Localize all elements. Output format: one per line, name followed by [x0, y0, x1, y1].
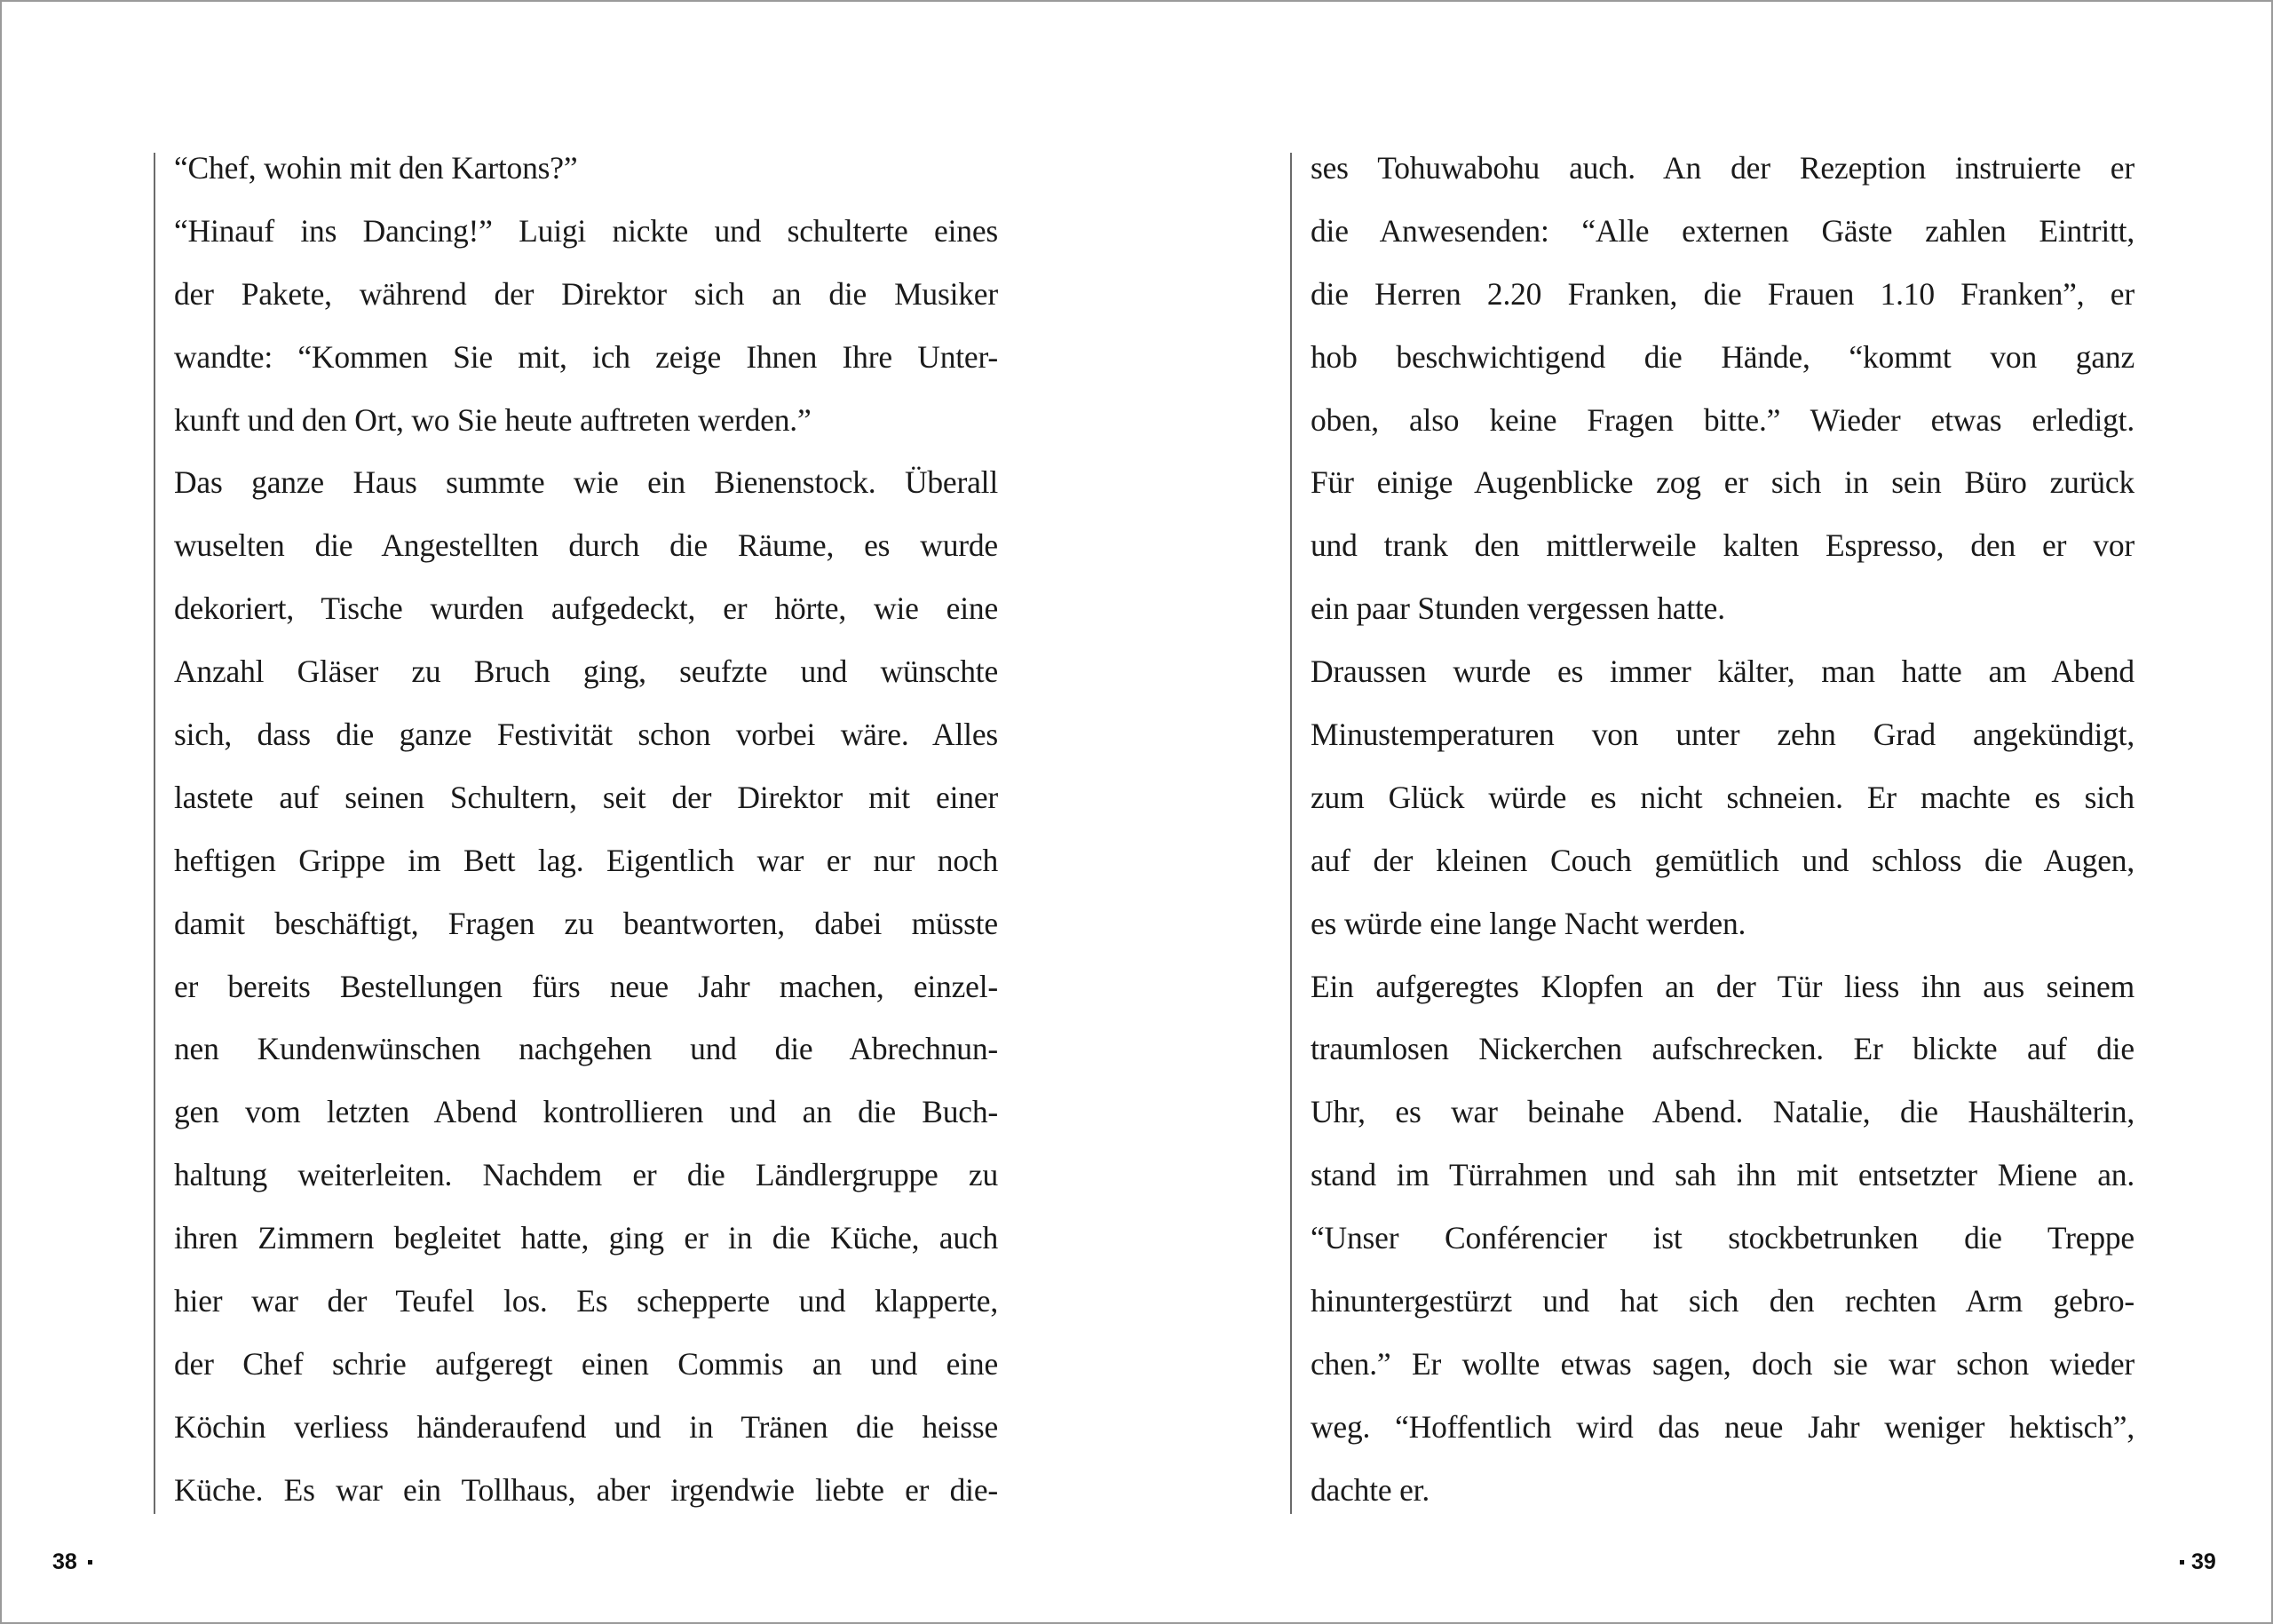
- text-line: Köchin verliess händeraufend und in Tränen die heisse: [174, 1408, 998, 1445]
- text-line: gen vom letzten Abend kontrollieren und an die Buch-: [174, 1094, 998, 1130]
- text-line: “Chef, wohin mit den Kartons?”: [174, 150, 578, 186]
- text-line: Für einige Augenblicke zog er sich in sein Büro zurück: [1311, 464, 2134, 501]
- text-line: oben, also keine Fragen bitte.” Wieder etwas erledigt.: [1311, 401, 2134, 438]
- text-line: Draussen wurde es immer kälter, man hatte am Abend: [1311, 654, 2134, 690]
- text-line: wandte: “Kommen Sie mit, ich zeige Ihnen Ihre Unter-: [174, 338, 998, 375]
- text-line: die Anwesenden: “Alle externen Gäste zahlen Eintritt,: [1311, 212, 2134, 249]
- left-column-rule: [154, 153, 155, 1514]
- text-line: traumlosen Nickerchen aufschrecken. Er blickte auf die: [1311, 1031, 2134, 1067]
- folio-dot-icon: [2180, 1560, 2184, 1565]
- text-line: ein paar Stunden vergessen hatte.: [1311, 590, 1725, 627]
- text-line: der Chef schrie aufgeregt einen Commis an und eine: [174, 1345, 998, 1382]
- text-line: Küche. Es war ein Tollhaus, aber irgendwie liebte er die-: [174, 1471, 998, 1508]
- page-number-text: 38: [52, 1549, 77, 1574]
- text-line: haltung weiterleiten. Nachdem er die Ländlergruppe zu: [174, 1157, 998, 1193]
- text-line: “Unser Conférencier ist stockbetrunken die Treppe: [1311, 1220, 2134, 1256]
- text-line: weg. “Hoffentlich wird das neue Jahr weniger hektisch”,: [1311, 1408, 2134, 1445]
- text-line: chen.” Er wollte etwas sagen, doch sie war schon wieder: [1311, 1345, 2134, 1382]
- text-line: Minustemperaturen von unter zehn Grad angekündigt,: [1311, 717, 2134, 753]
- text-line: wuselten die Angestellten durch die Räume, es wurde: [174, 527, 998, 564]
- text-line: dekoriert, Tische wurden aufgedeckt, er hörte, wie eine: [174, 590, 998, 627]
- text-line: lastete auf seinen Schultern, seit der Direktor mit einer: [174, 779, 998, 815]
- text-line: Das ganze Haus summte wie ein Bienenstock. Überall: [174, 464, 998, 501]
- text-line: kunft und den Ort, wo Sie heute auftreten werden.”: [174, 401, 812, 438]
- text-line: dachte er.: [1311, 1471, 1430, 1508]
- right-column-rule: [1290, 153, 1292, 1514]
- text-line: hinuntergestürzt und hat sich den rechten Arm gebro-: [1311, 1283, 2134, 1319]
- text-line: die Herren 2.20 Franken, die Frauen 1.10 Franken”, er: [1311, 275, 2134, 312]
- text-line: Ein aufgeregtes Klopfen an der Tür liess ihn aus seinem: [1311, 968, 2134, 1004]
- text-line: es würde eine lange Nacht werden.: [1311, 905, 1746, 941]
- text-line: er bereits Bestellungen fürs neue Jahr machen, einzel-: [174, 968, 998, 1004]
- text-line: Anzahl Gläser zu Bruch ging, seufzte und wünschte: [174, 654, 998, 690]
- text-line: damit beschäftigt, Fragen zu beantworten, dabei müsste: [174, 905, 998, 941]
- text-line: und trank den mittlerweile kalten Espresso, den er vor: [1311, 527, 2134, 564]
- folio-dot-icon: [88, 1560, 92, 1565]
- text-line: hier war der Teufel los. Es schepperte und klapperte,: [174, 1283, 998, 1319]
- text-line: “Hinauf ins Dancing!” Luigi nickte und schulterte eines: [174, 212, 998, 249]
- text-line: ihren Zimmern begleitet hatte, ging er in die Küche, auch: [174, 1220, 998, 1256]
- text-line: hob beschwichtigend die Hände, “kommt von ganz: [1311, 338, 2134, 375]
- left-page-number: [52, 1549, 92, 1575]
- text-line: auf der kleinen Couch gemütlich und schloss die Augen,: [1311, 842, 2134, 878]
- text-line: stand im Türrahmen und sah ihn mit entsetzter Miene an.: [1311, 1157, 2134, 1193]
- text-line: sich, dass die ganze Festivität schon vorbei wäre. Alles: [174, 717, 998, 753]
- text-line: heftigen Grippe im Bett lag. Eigentlich war er nur noch: [174, 842, 998, 878]
- page-number-text: 39: [2191, 1549, 2216, 1574]
- text-line: ses Tohuwabohu auch. An der Rezeption instruierte er: [1311, 150, 2134, 186]
- text-line: Uhr, es war beinahe Abend. Natalie, die Haushälterin,: [1311, 1094, 2134, 1130]
- text-line: zum Glück würde es nicht schneien. Er machte es sich: [1311, 779, 2134, 815]
- right-page-text: [1311, 137, 2134, 1522]
- right-page-number: [2180, 1549, 2216, 1575]
- text-line: der Pakete, während der Direktor sich an die Musiker: [174, 275, 998, 312]
- left-page-text: [174, 137, 998, 1522]
- text-line: nen Kundenwünschen nachgehen und die Abrechnun-: [174, 1031, 998, 1067]
